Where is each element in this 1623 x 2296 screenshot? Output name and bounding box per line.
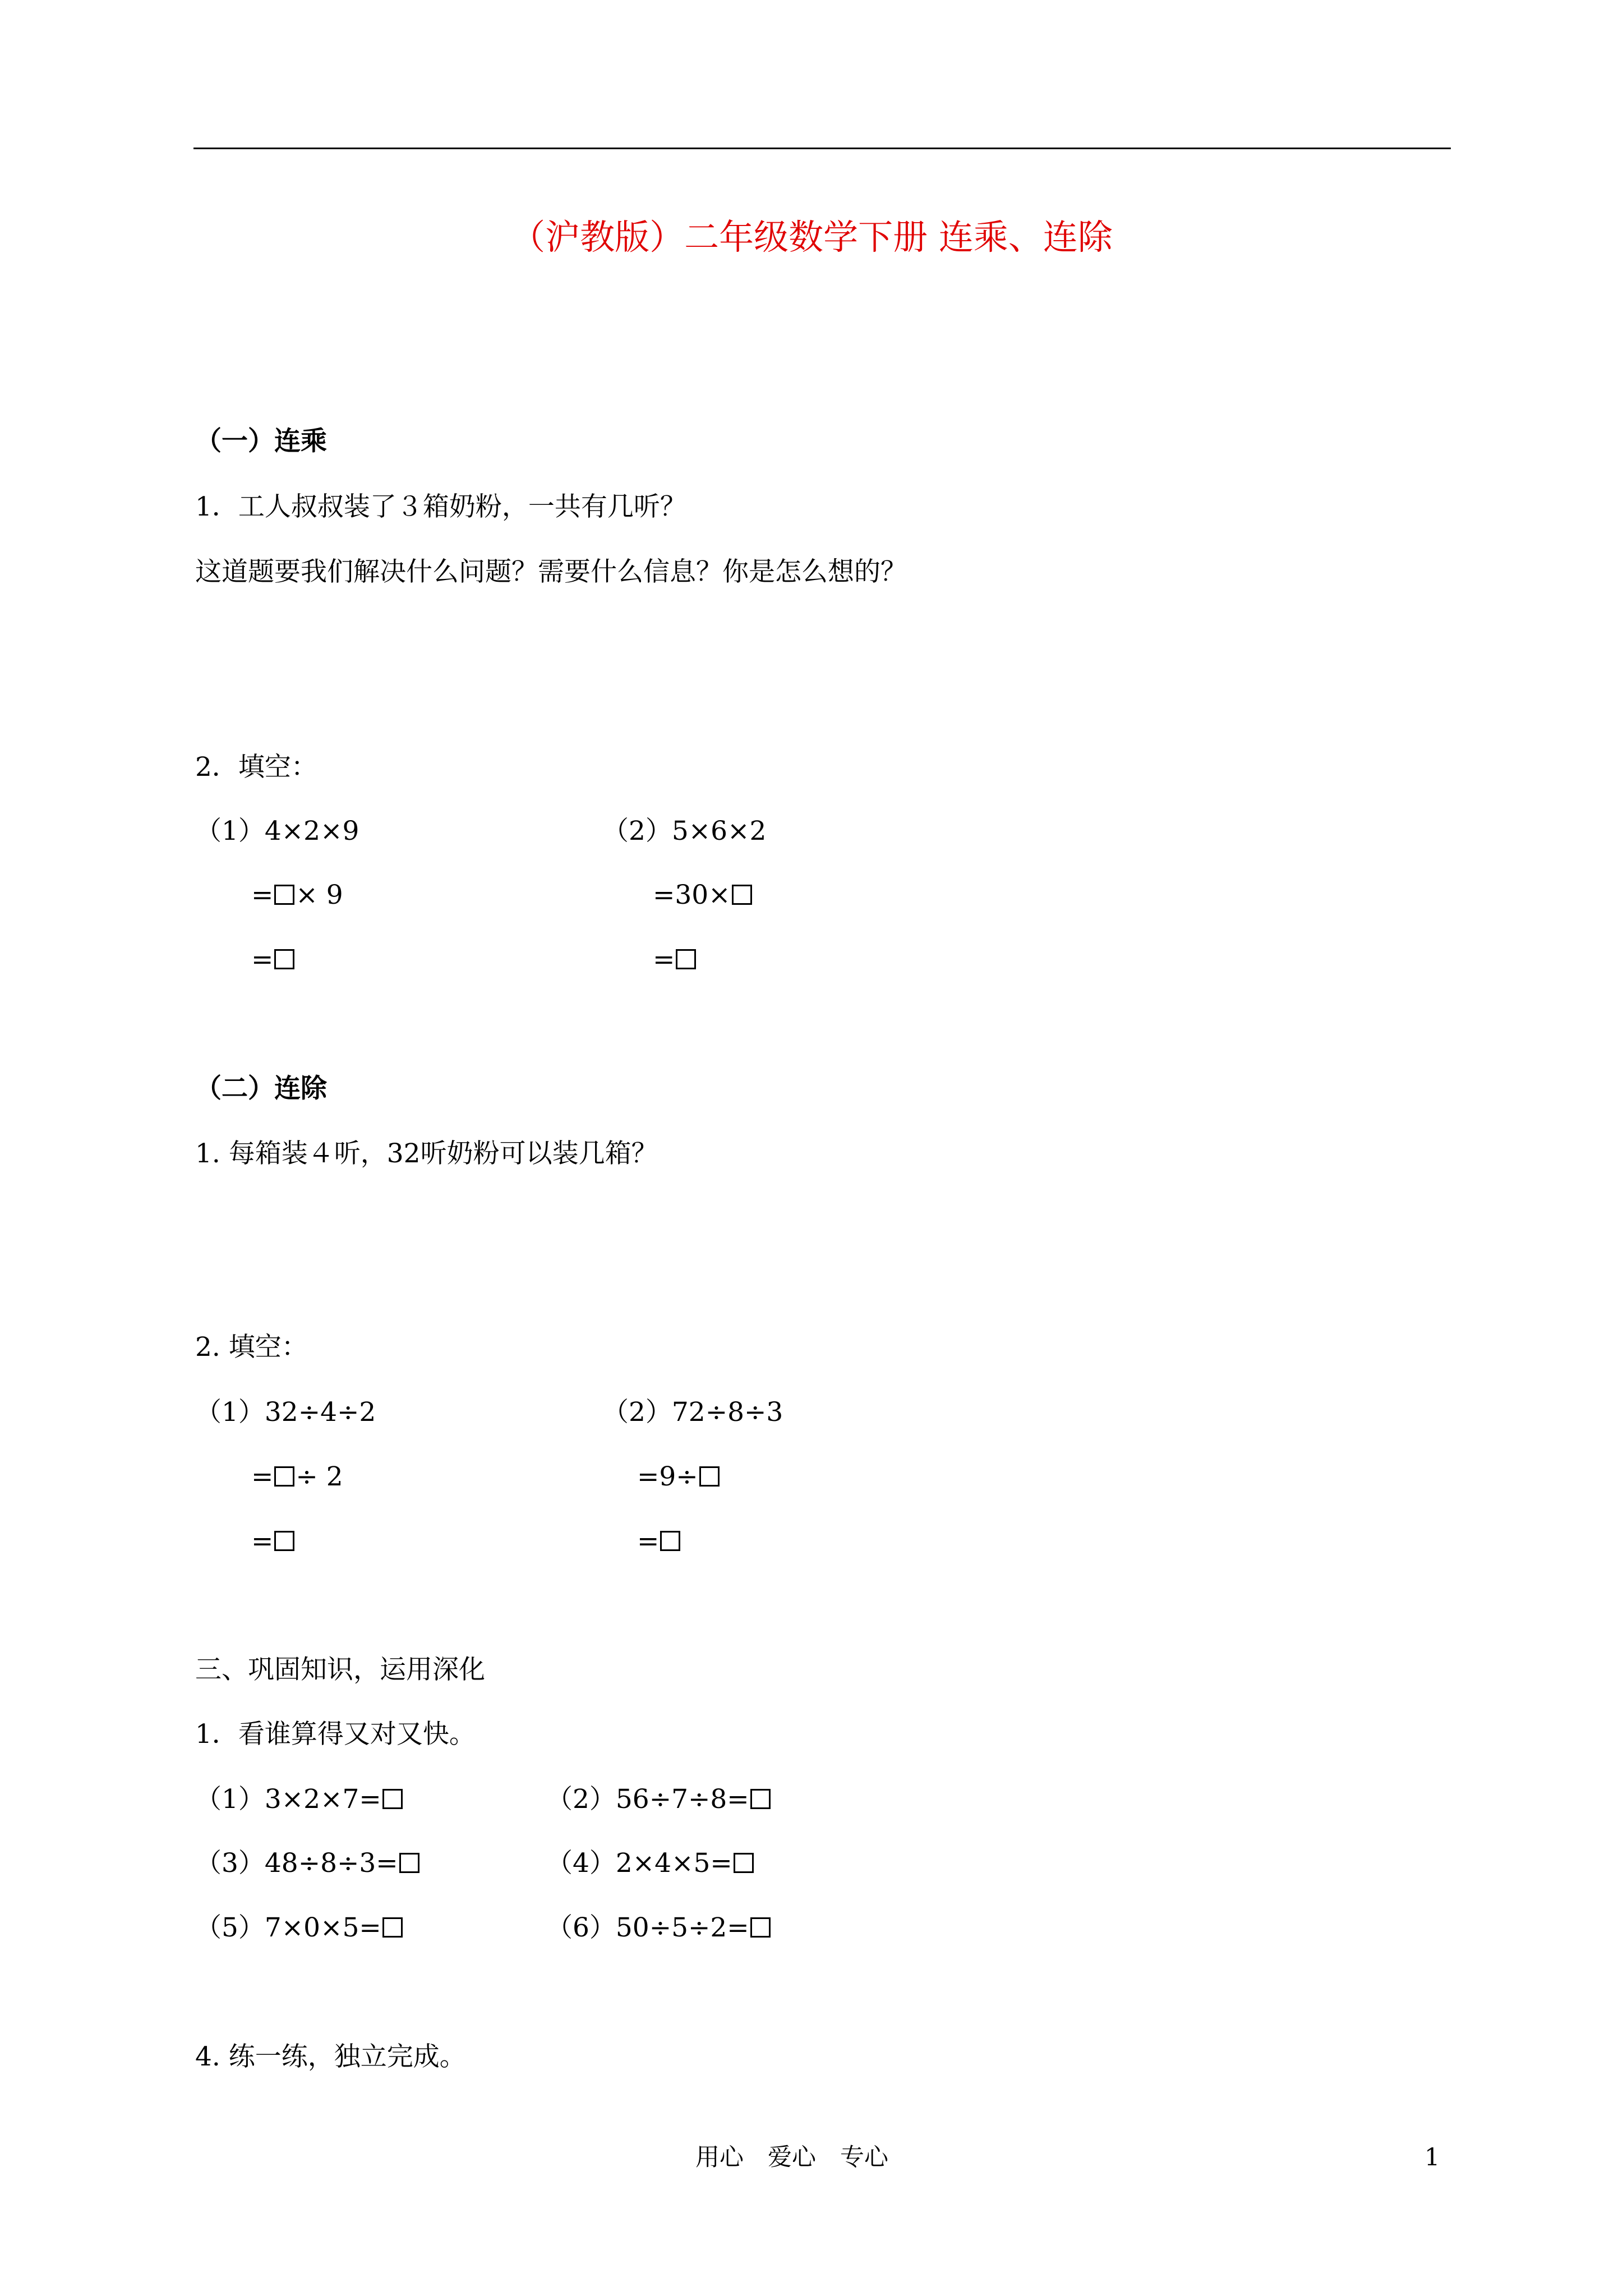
question-1-1-prompt: 这道题要我们解决什么问题？需要什么信息？你是怎么想的？ <box>195 556 907 587</box>
answer-box[interactable] <box>750 1789 771 1809</box>
answer-box[interactable] <box>382 1789 403 1809</box>
answer-box[interactable] <box>732 885 752 905</box>
answer-box[interactable] <box>676 949 696 969</box>
fill-2-right-line2: =9÷ <box>637 1464 721 1490</box>
fill-1-left-line1: （1）4×2×9 <box>195 816 359 846</box>
question-1-1: 1．工人叔叔装了３箱奶粉，一共有几听？ <box>195 491 686 522</box>
question-3-4: 4. 练一练，独立完成。 <box>195 2041 466 2072</box>
page-number: 1 <box>1424 2143 1440 2171</box>
fill-1-right-line3: = <box>653 946 697 973</box>
answer-box[interactable] <box>274 885 294 905</box>
fill-1-left-line3: = <box>251 946 296 973</box>
page-title: （沪教版）二年级数学下册 连乘、连除 <box>510 217 1113 257</box>
question-1-2: 2．填空： <box>195 752 317 783</box>
exercise-item-3: （3）48÷8÷3= <box>195 1850 421 1876</box>
answer-box[interactable] <box>660 1531 680 1551</box>
fill-2-right-line1: （2）72÷8÷3 <box>602 1397 783 1428</box>
fill-2-left-line2: = ÷ 2 <box>251 1461 343 1492</box>
answer-box[interactable] <box>734 1853 754 1873</box>
section-heading-practice: 三、巩固知识，运用深化 <box>195 1654 485 1685</box>
question-3-1: 1．看谁算得又对又快。 <box>195 1719 476 1750</box>
fill-2-left-line1: （1）32÷4÷2 <box>195 1397 376 1428</box>
answer-box[interactable] <box>274 949 294 969</box>
exercise-item-5: （5）7×0×5= <box>195 1915 404 1941</box>
footer-motto: 用心 爱心 专心 <box>695 2143 888 2171</box>
fill-1-right-line2: =30× <box>653 882 753 908</box>
question-2-2: 2. 填空： <box>195 1332 308 1363</box>
section-heading-division: （二）连除 <box>195 1073 327 1104</box>
question-2-1: 1. 每箱装４听，32听奶粉可以装几箱？ <box>195 1138 658 1169</box>
answer-box[interactable] <box>274 1466 294 1487</box>
answer-box[interactable] <box>274 1531 294 1551</box>
answer-box[interactable] <box>750 1917 771 1938</box>
exercise-item-2: （2）56÷7÷8= <box>546 1786 772 1812</box>
fill-2-left-line3: = <box>251 1528 296 1554</box>
answer-box[interactable] <box>399 1853 419 1873</box>
answer-box[interactable] <box>699 1466 720 1487</box>
answer-box[interactable] <box>382 1917 403 1938</box>
exercise-item-4: （4）2×4×5= <box>546 1850 755 1876</box>
exercise-item-1: （1）3×2×7= <box>195 1786 404 1812</box>
header-rule <box>193 148 1451 149</box>
section-heading-multiplication: （一）连乘 <box>195 426 327 457</box>
exercise-item-6: （6）50÷5÷2= <box>546 1915 772 1941</box>
fill-2-right-line3: = <box>637 1528 681 1554</box>
fill-1-left-line2: = × 9 <box>251 880 343 910</box>
fill-1-right-line1: （2）5×6×2 <box>602 816 767 846</box>
